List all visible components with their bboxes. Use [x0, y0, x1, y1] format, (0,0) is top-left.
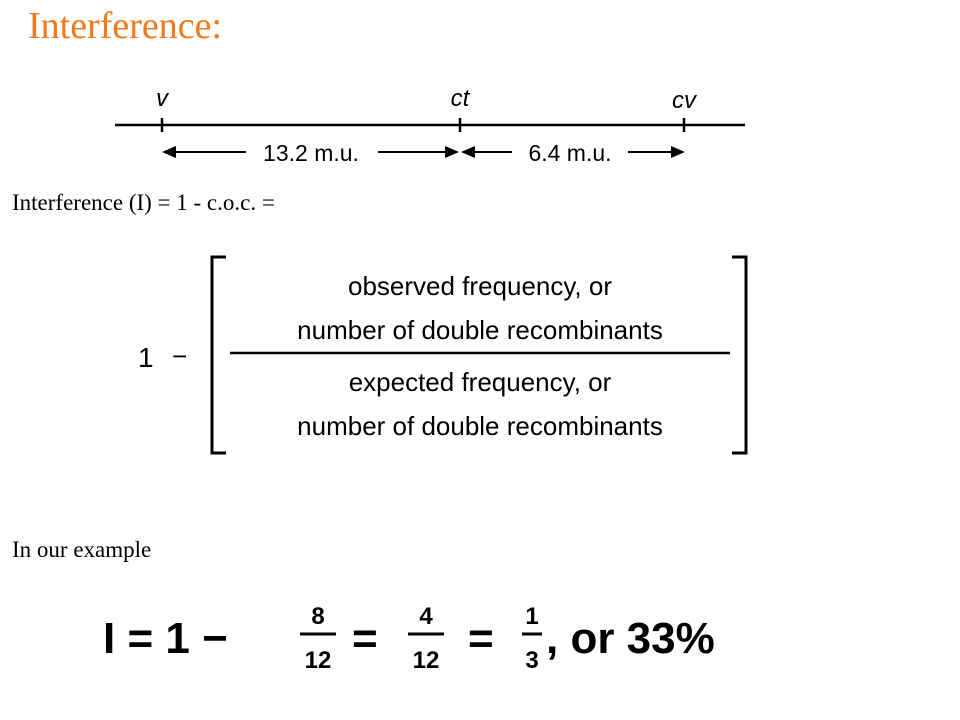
equation-tail: , or 33% — [546, 614, 715, 663]
fraction-2-numerator: 4 — [419, 603, 433, 630]
gene-map-diagram — [0, 70, 960, 170]
fraction-1-denominator: 12 — [304, 647, 332, 674]
example-label: In our example — [12, 537, 152, 562]
left-bracket — [212, 257, 226, 453]
locus-label-cv: cv — [672, 87, 696, 114]
formula-one: 1 — [138, 342, 154, 373]
formula-minus: − — [172, 341, 188, 371]
fraction-1-numerator: 8 — [311, 603, 325, 630]
example-equation — [0, 590, 960, 690]
locus-label-v: v — [156, 85, 168, 112]
right-bracket — [732, 257, 746, 453]
interference-formula — [0, 245, 960, 465]
denominator-line-2: number of double recombinants — [297, 411, 663, 441]
interval-label-2: 6.4 m.u. — [528, 140, 612, 166]
equation-lhs: I = 1 − — [103, 614, 228, 663]
locus-label-ct: ct — [450, 85, 470, 112]
numerator-line-1: observed frequency, or — [348, 271, 612, 301]
equals-sign-2: = — [352, 614, 378, 663]
denominator-line-1: expected frequency, or — [348, 367, 612, 397]
interval-label-1: 13.2 m.u. — [263, 140, 359, 166]
arrowhead-left-1 — [162, 146, 176, 158]
equals-sign-3: = — [468, 614, 494, 663]
fraction-2-denominator: 12 — [412, 647, 440, 674]
fraction-3-numerator: 1 — [525, 603, 539, 630]
arrowhead-right-1 — [445, 146, 459, 158]
arrowhead-left-2 — [461, 146, 475, 158]
slide-title: Interference: — [28, 5, 223, 47]
arrowhead-right-2 — [671, 146, 685, 158]
fraction-3-denominator: 3 — [525, 647, 539, 674]
numerator-line-2: number of double recombinants — [297, 315, 663, 345]
interference-definition: Interference (I) = 1 - c.o.c. = — [12, 190, 275, 215]
